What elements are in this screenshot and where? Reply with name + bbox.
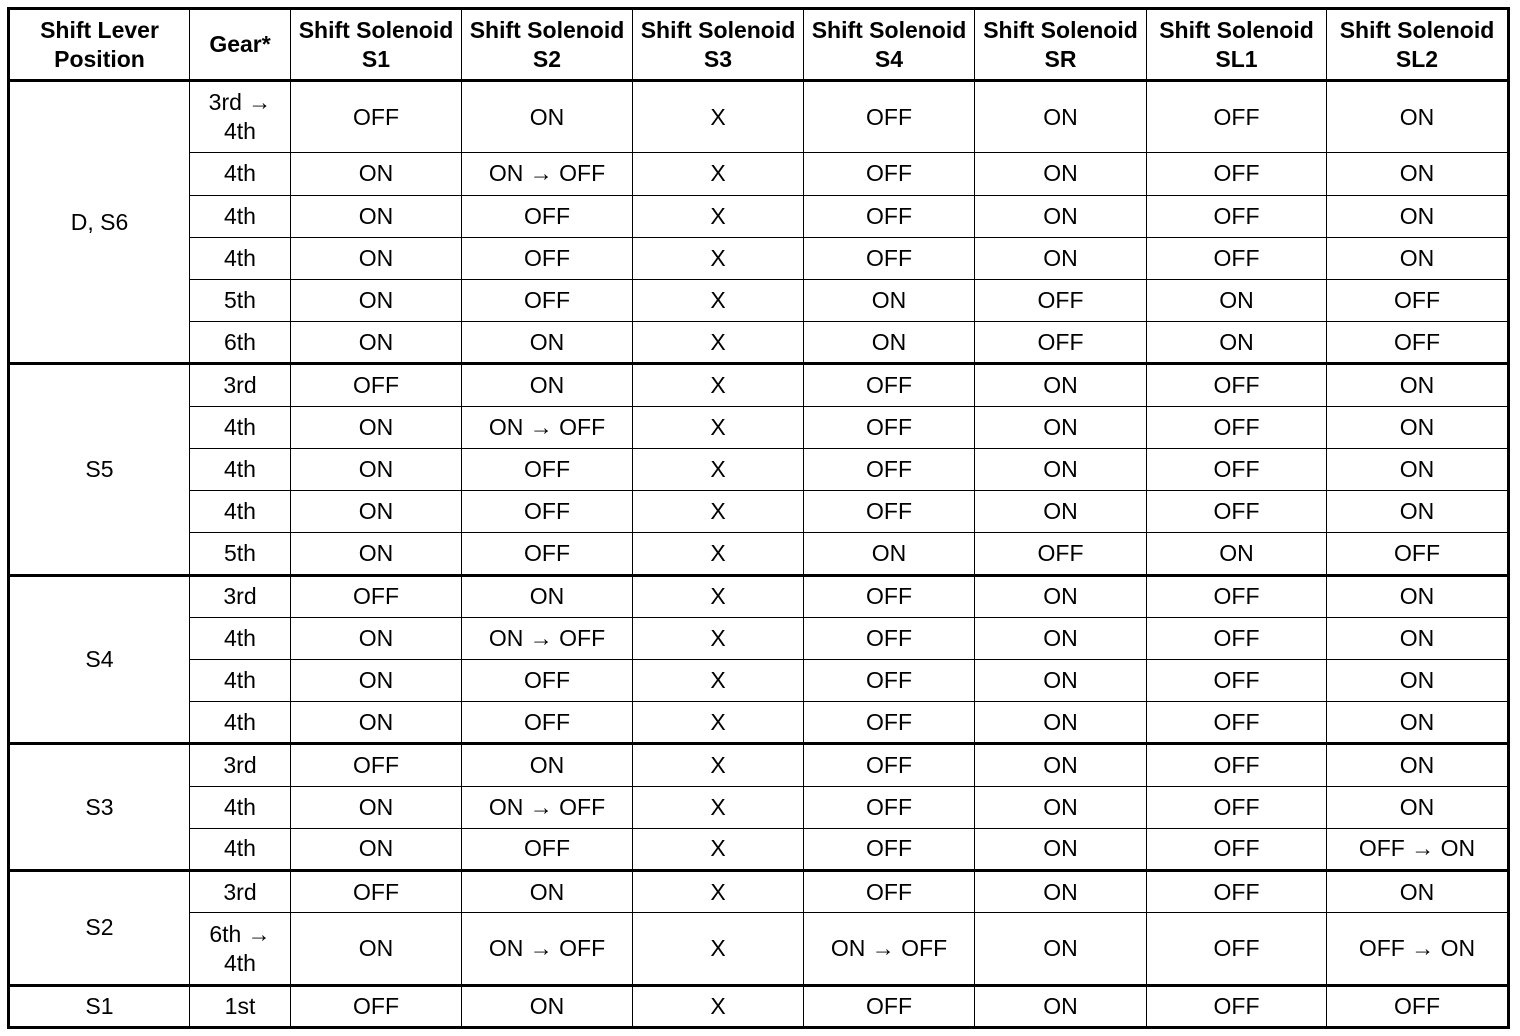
- solenoid-state-cell: X: [633, 533, 804, 575]
- table-row: [9, 786, 1509, 828]
- solenoid-state-cell: ON: [291, 237, 462, 279]
- solenoid-state-cell: ON: [975, 195, 1147, 237]
- solenoid-state-cell: ON → OFF: [804, 913, 975, 985]
- solenoid-state-cell: X: [633, 406, 804, 448]
- gear-cell: 4th: [190, 195, 291, 237]
- header-solenoid-s2: Shift Solenoid S2: [462, 9, 633, 81]
- solenoid-state-cell: ON: [462, 81, 633, 153]
- solenoid-state-cell: OFF: [1327, 533, 1509, 575]
- gear-cell: 4th: [190, 406, 291, 448]
- solenoid-state-cell: ON: [975, 364, 1147, 406]
- solenoid-state-cell: ON: [975, 575, 1147, 617]
- shift-lever-position-cell: D, S6: [9, 81, 190, 364]
- solenoid-state-cell: OFF: [1327, 985, 1509, 1027]
- solenoid-state-cell: ON: [291, 195, 462, 237]
- solenoid-state-cell: ON: [291, 828, 462, 870]
- solenoid-state-cell: OFF: [462, 237, 633, 279]
- solenoid-state-cell: ON: [1327, 406, 1509, 448]
- solenoid-state-cell: OFF: [1147, 913, 1327, 985]
- solenoid-state-cell: X: [633, 617, 804, 659]
- solenoid-state-cell: OFF: [1147, 786, 1327, 828]
- solenoid-state-cell: ON: [1327, 364, 1509, 406]
- solenoid-state-cell: OFF: [1147, 237, 1327, 279]
- solenoid-state-cell: OFF: [804, 491, 975, 533]
- solenoid-state-cell: ON: [1147, 533, 1327, 575]
- solenoid-state-cell: OFF: [804, 985, 975, 1027]
- solenoid-state-cell: OFF: [1147, 744, 1327, 786]
- solenoid-state-cell: ON: [975, 491, 1147, 533]
- solenoid-state-cell: X: [633, 913, 804, 985]
- header-solenoid-s1: Shift Solenoid S1: [291, 9, 462, 81]
- shift-lever-position-cell: S4: [9, 575, 190, 744]
- solenoid-state-cell: OFF: [291, 81, 462, 153]
- solenoid-state-cell: ON: [975, 81, 1147, 153]
- solenoid-state-cell: ON: [291, 617, 462, 659]
- shift-lever-position-cell: S2: [9, 871, 190, 986]
- solenoid-state-cell: ON: [462, 575, 633, 617]
- solenoid-state-cell: ON: [462, 985, 633, 1027]
- solenoid-state-cell: X: [633, 237, 804, 279]
- gear-cell: 4th: [190, 491, 291, 533]
- solenoid-state-cell: OFF: [1147, 871, 1327, 913]
- solenoid-state-cell: OFF: [291, 364, 462, 406]
- gear-cell: 3rd: [190, 744, 291, 786]
- solenoid-state-cell: ON: [975, 702, 1147, 744]
- gear-cell: 4th: [190, 786, 291, 828]
- solenoid-state-cell: OFF: [1147, 660, 1327, 702]
- solenoid-state-cell: ON: [291, 660, 462, 702]
- shift-lever-position-cell: S1: [9, 985, 190, 1027]
- table-row: [9, 828, 1509, 870]
- solenoid-state-cell: ON: [975, 660, 1147, 702]
- gear-cell: 4th: [190, 448, 291, 490]
- solenoid-state-cell: X: [633, 575, 804, 617]
- solenoid-state-cell: ON: [291, 913, 462, 985]
- solenoid-state-cell: OFF: [804, 786, 975, 828]
- solenoid-state-cell: OFF: [804, 871, 975, 913]
- solenoid-state-cell: ON → OFF: [462, 153, 633, 195]
- solenoid-state-cell: ON: [975, 406, 1147, 448]
- solenoid-state-cell: X: [633, 491, 804, 533]
- solenoid-state-cell: ON: [804, 280, 975, 322]
- solenoid-state-cell: OFF: [1147, 364, 1327, 406]
- header-row: [9, 9, 1509, 81]
- solenoid-state-cell: ON: [291, 786, 462, 828]
- solenoid-state-cell: ON: [975, 871, 1147, 913]
- solenoid-state-cell: OFF: [804, 406, 975, 448]
- gear-cell: 4th: [190, 660, 291, 702]
- solenoid-state-cell: ON: [804, 533, 975, 575]
- table-row: [9, 364, 1509, 406]
- solenoid-state-cell: OFF: [462, 533, 633, 575]
- solenoid-state-cell: ON: [1327, 195, 1509, 237]
- solenoid-state-cell: OFF: [1147, 406, 1327, 448]
- solenoid-state-cell: ON: [291, 322, 462, 364]
- solenoid-state-cell: OFF → ON: [1327, 828, 1509, 870]
- solenoid-state-cell: X: [633, 195, 804, 237]
- solenoid-state-cell: X: [633, 744, 804, 786]
- solenoid-state-cell: OFF: [804, 744, 975, 786]
- solenoid-state-cell: ON: [975, 828, 1147, 870]
- solenoid-state-cell: OFF: [975, 280, 1147, 322]
- gear-cell: 3rd: [190, 871, 291, 913]
- solenoid-state-cell: ON: [1327, 491, 1509, 533]
- header-solenoid-s4: Shift Solenoid S4: [804, 9, 975, 81]
- solenoid-state-cell: ON: [1147, 322, 1327, 364]
- gear-cell: 5th: [190, 280, 291, 322]
- solenoid-state-cell: OFF: [462, 491, 633, 533]
- header-gear: Gear*: [190, 9, 291, 81]
- solenoid-state-cell: ON: [462, 744, 633, 786]
- solenoid-state-cell: OFF: [1147, 491, 1327, 533]
- solenoid-state-cell: OFF: [291, 575, 462, 617]
- table-row: [9, 406, 1509, 448]
- solenoid-state-cell: OFF: [291, 871, 462, 913]
- solenoid-state-cell: ON: [975, 786, 1147, 828]
- solenoid-state-cell: ON: [291, 491, 462, 533]
- solenoid-state-cell: X: [633, 871, 804, 913]
- solenoid-state-cell: ON: [1327, 237, 1509, 279]
- solenoid-state-cell: OFF → ON: [1327, 913, 1509, 985]
- table-row: [9, 702, 1509, 744]
- solenoid-state-cell: X: [633, 280, 804, 322]
- solenoid-state-cell: OFF: [1147, 617, 1327, 659]
- solenoid-state-cell: ON: [1327, 702, 1509, 744]
- solenoid-state-cell: OFF: [291, 985, 462, 1027]
- solenoid-state-cell: ON: [975, 617, 1147, 659]
- solenoid-state-cell: OFF: [1147, 702, 1327, 744]
- solenoid-state-cell: OFF: [1147, 153, 1327, 195]
- solenoid-state-cell: ON: [1327, 153, 1509, 195]
- solenoid-state-cell: ON: [975, 448, 1147, 490]
- solenoid-state-cell: X: [633, 364, 804, 406]
- table-row: [9, 153, 1509, 195]
- solenoid-state-cell: OFF: [462, 195, 633, 237]
- shift-lever-position-cell: S3: [9, 744, 190, 871]
- solenoid-state-cell: OFF: [462, 828, 633, 870]
- header-solenoid-sr: Shift Solenoid SR: [975, 9, 1147, 81]
- solenoid-state-cell: ON: [975, 985, 1147, 1027]
- solenoid-state-cell: X: [633, 985, 804, 1027]
- gear-cell: 4th: [190, 237, 291, 279]
- solenoid-state-cell: OFF: [804, 237, 975, 279]
- solenoid-state-cell: OFF: [462, 660, 633, 702]
- solenoid-state-cell: OFF: [804, 575, 975, 617]
- gear-cell: 6th → 4th: [190, 913, 291, 985]
- solenoid-operation-table: [7, 7, 1510, 1029]
- solenoid-state-cell: X: [633, 828, 804, 870]
- solenoid-state-cell: ON: [1327, 871, 1509, 913]
- gear-cell: 5th: [190, 533, 291, 575]
- solenoid-state-cell: X: [633, 702, 804, 744]
- solenoid-state-cell: ON: [1327, 786, 1509, 828]
- shift-lever-position-cell: S5: [9, 364, 190, 575]
- table-row: [9, 280, 1509, 322]
- table-row: [9, 491, 1509, 533]
- gear-cell: 1st: [190, 985, 291, 1027]
- solenoid-state-cell: OFF: [462, 448, 633, 490]
- solenoid-state-cell: X: [633, 81, 804, 153]
- table-row: [9, 81, 1509, 153]
- solenoid-state-cell: OFF: [291, 744, 462, 786]
- table-row: [9, 575, 1509, 617]
- table-row: [9, 533, 1509, 575]
- solenoid-state-cell: ON → OFF: [462, 617, 633, 659]
- solenoid-state-cell: OFF: [1147, 575, 1327, 617]
- solenoid-state-cell: OFF: [804, 617, 975, 659]
- solenoid-state-cell: OFF: [462, 702, 633, 744]
- table-row: [9, 660, 1509, 702]
- solenoid-state-cell: OFF: [1147, 195, 1327, 237]
- solenoid-state-cell: OFF: [1147, 985, 1327, 1027]
- solenoid-state-cell: ON: [462, 871, 633, 913]
- gear-cell: 4th: [190, 617, 291, 659]
- gear-cell: 4th: [190, 702, 291, 744]
- solenoid-state-cell: OFF: [1147, 828, 1327, 870]
- solenoid-state-cell: X: [633, 786, 804, 828]
- solenoid-state-cell: ON: [804, 322, 975, 364]
- header-solenoid-sl2: Shift Solenoid SL2: [1327, 9, 1509, 81]
- table-row: [9, 617, 1509, 659]
- solenoid-state-cell: OFF: [462, 280, 633, 322]
- table-row: [9, 985, 1509, 1027]
- solenoid-state-cell: ON: [291, 153, 462, 195]
- table-row: [9, 871, 1509, 913]
- solenoid-state-cell: ON: [975, 237, 1147, 279]
- solenoid-state-cell: ON: [975, 744, 1147, 786]
- solenoid-state-cell: X: [633, 660, 804, 702]
- solenoid-state-cell: ON: [462, 364, 633, 406]
- solenoid-state-cell: ON: [1327, 575, 1509, 617]
- solenoid-state-cell: OFF: [804, 195, 975, 237]
- solenoid-state-cell: ON: [975, 153, 1147, 195]
- solenoid-state-cell: OFF: [1147, 81, 1327, 153]
- solenoid-state-cell: OFF: [1327, 322, 1509, 364]
- solenoid-state-cell: ON: [291, 406, 462, 448]
- solenoid-state-cell: ON → OFF: [462, 406, 633, 448]
- solenoid-state-cell: ON: [291, 533, 462, 575]
- solenoid-state-cell: X: [633, 153, 804, 195]
- solenoid-state-cell: OFF: [804, 81, 975, 153]
- header-shift-lever-position: Shift Lever Position: [9, 9, 190, 81]
- solenoid-state-cell: ON → OFF: [462, 786, 633, 828]
- solenoid-state-cell: OFF: [1147, 448, 1327, 490]
- solenoid-state-cell: OFF: [804, 448, 975, 490]
- solenoid-table-sheet: [7, 7, 1507, 1029]
- solenoid-state-cell: ON: [975, 913, 1147, 985]
- solenoid-state-cell: OFF: [804, 153, 975, 195]
- table-row: [9, 913, 1509, 985]
- solenoid-state-cell: ON: [1327, 81, 1509, 153]
- solenoid-state-cell: OFF: [975, 533, 1147, 575]
- header-solenoid-sl1: Shift Solenoid SL1: [1147, 9, 1327, 81]
- solenoid-state-cell: ON: [1327, 617, 1509, 659]
- solenoid-state-cell: ON: [1327, 660, 1509, 702]
- solenoid-state-cell: OFF: [804, 702, 975, 744]
- solenoid-state-cell: ON → OFF: [462, 913, 633, 985]
- gear-cell: 3rd: [190, 575, 291, 617]
- table-body: [9, 81, 1509, 1028]
- solenoid-state-cell: OFF: [975, 322, 1147, 364]
- gear-cell: 3rd → 4th: [190, 81, 291, 153]
- solenoid-state-cell: OFF: [804, 828, 975, 870]
- solenoid-state-cell: OFF: [1327, 280, 1509, 322]
- gear-cell: 4th: [190, 828, 291, 870]
- header-solenoid-s3: Shift Solenoid S3: [633, 9, 804, 81]
- solenoid-state-cell: ON: [1147, 280, 1327, 322]
- table-row: [9, 744, 1509, 786]
- solenoid-state-cell: OFF: [804, 364, 975, 406]
- table-row: [9, 322, 1509, 364]
- gear-cell: 3rd: [190, 364, 291, 406]
- gear-cell: 4th: [190, 153, 291, 195]
- solenoid-state-cell: ON: [462, 322, 633, 364]
- solenoid-state-cell: ON: [291, 448, 462, 490]
- solenoid-state-cell: ON: [291, 702, 462, 744]
- solenoid-state-cell: ON: [1327, 744, 1509, 786]
- table-row: [9, 237, 1509, 279]
- table-row: [9, 195, 1509, 237]
- solenoid-state-cell: X: [633, 322, 804, 364]
- solenoid-state-cell: OFF: [804, 660, 975, 702]
- table-row: [9, 448, 1509, 490]
- solenoid-state-cell: X: [633, 448, 804, 490]
- solenoid-state-cell: ON: [291, 280, 462, 322]
- gear-cell: 6th: [190, 322, 291, 364]
- solenoid-state-cell: ON: [1327, 448, 1509, 490]
